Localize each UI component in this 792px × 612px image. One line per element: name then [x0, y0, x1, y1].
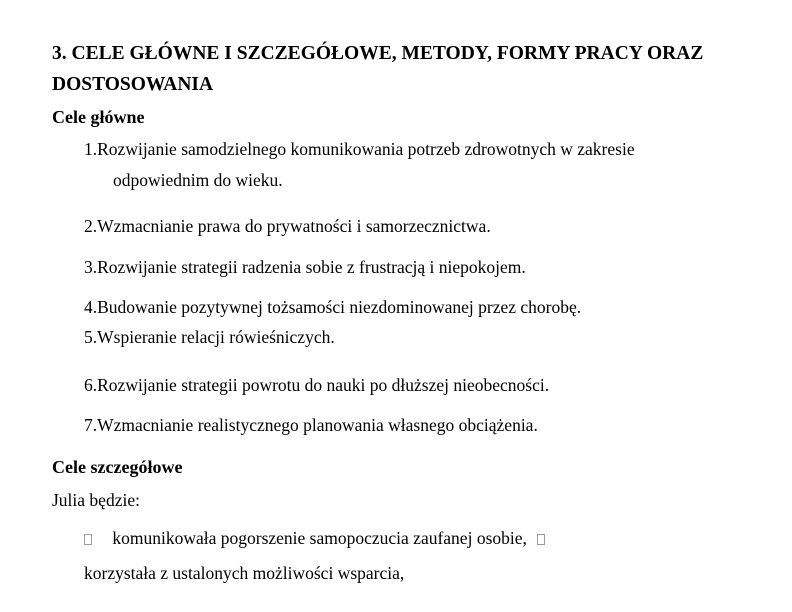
bullet-box-icon — [537, 534, 545, 545]
bullet-box-icon — [84, 534, 92, 545]
detailed-goals-heading: Cele szczegółowe — [52, 457, 183, 477]
detailed-goal-2: korzystała z ustalonych możliwości wsparcia, — [84, 563, 405, 583]
main-goal-7: 7.Wzmacnianie realistycznego planowania własnego obciążenia. — [84, 415, 538, 435]
detailed-goal-1-text: komunikowała pogorszenie samopoczucia zaufanej osobie, — [112, 528, 527, 548]
main-goal-5: 5.Wspieranie relacji rówieśniczych. — [84, 327, 335, 347]
main-goal-3: 3.Rozwijanie strategii radzenia sobie z frustracją i niepokojem. — [84, 257, 526, 277]
detailed-goals-intro: Julia będzie: — [52, 490, 140, 510]
section-title-line-1: 3. CELE GŁÓWNE I SZCZEGÓŁOWE, METODY, FORMY PRACY ORAZ — [52, 43, 704, 64]
main-goal-1-line-2: odpowiednim do wieku. — [113, 170, 283, 190]
main-goal-4: 4.Budowanie pozytywnej tożsamości niezdominowanej przez chorobę. — [84, 297, 582, 317]
main-goal-1-line-1: 1.Rozwijanie samodzielnego komunikowania potrzeb zdrowotnych w zakresie — [84, 139, 635, 159]
detailed-goal-1 — [84, 528, 545, 549]
main-goals-heading: Cele główne — [52, 107, 145, 127]
main-goal-6: 6.Rozwijanie strategii powrotu do nauki po dłuższej nieobecności. — [84, 375, 550, 395]
section-title-line-2: DOSTOSOWANIA — [52, 74, 214, 95]
main-goal-2: 2.Wzmacnianie prawa do prywatności i samorzecznictwa. — [84, 216, 491, 236]
